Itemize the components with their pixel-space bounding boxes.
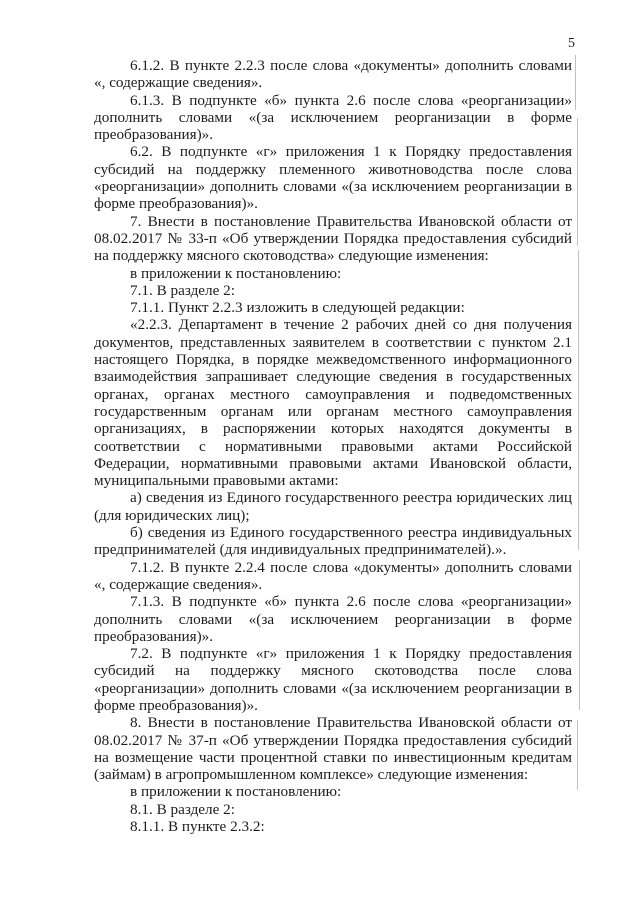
scan-mark — [577, 118, 578, 246]
paragraph-item-a: а) сведения из Единого государственного реестра юридических лиц (для юридических лиц); — [94, 489, 572, 524]
paragraph-8-1-1: 8.1.1. В пункте 2.3.2: — [130, 818, 265, 836]
paragraph-7-2: 7.2. В подпункте «г» приложения 1 к Порядку предоставления субсидий на поддержку мясного скотоводства после слова «реорганизации» дополнить словами «(за исключением реорганизации в форме преобразования)». — [94, 645, 572, 714]
paragraph-7-1-3: 7.1.3. В подпункте «б» пункта 2.6 после слова «реорганизации» дополнить словами «(за исключением реорганизации в форме преобразования)». — [94, 593, 572, 645]
document-body — [94, 57, 572, 835]
scan-mark — [579, 560, 580, 710]
paragraph-6-1-3: 6.1.3. В подпункте «б» пункта 2.6 после слова «реорганизации» дополнить словами «(за исключением реорганизации в форме преобразования)». — [94, 91, 572, 144]
paragraph-8-1: 8.1. В разделе 2: — [130, 800, 235, 818]
paragraph-7-1: 7.1. В разделе 2: — [130, 281, 235, 299]
paragraph-8-annex: в приложении к постановлению: — [130, 783, 342, 801]
page-number: 5 — [568, 36, 575, 51]
scan-mark — [577, 720, 578, 790]
paragraph-7-1-1: 7.1.1. Пункт 2.2.3 изложить в следующей редакции: — [130, 299, 465, 317]
paragraph-8: 8. Внести в постановление Правительства Ивановской области от 08.02.2017 № 37-п «Об утверждении Порядка предоставления субсидий на возмещение части процентной ставки по инвестиционным кредитам (займам) в агропромышленном комплексе» следующие изменения: — [94, 714, 572, 784]
paragraph-7-1-2: 7.1.2. В пункте 2.2.4 после слова «документы» дополнить словами «, содержащие сведения». — [94, 558, 572, 593]
paragraph-6-2: 6.2. В подпункте «г» приложения 1 к Порядку предоставления субсидий на поддержку племенного животноводства после слова «реорганизации» дополнить словами «(за исключением реорганизации в форме преобразования)». — [94, 143, 572, 213]
paragraph-2-2-3-text: «2.2.3. Департамент в течение 2 рабочих дней со дня получения документов, представленных заявителем в соответствии с пунктом 2.1 настоящего Порядка, в порядке межведомственного информационного взаимодействия запрашивает следующие сведения в государственных органах, органах местного самоуправления и подведомственных государственным органам или органам местного самоуправления организациях, в распоряжении которых находятся документы в соответствии с нормативными правовыми актами Российской Федерации, нормативными правовыми актами Ивановской области, муниципальными правовыми актами: — [94, 316, 572, 490]
scan-mark — [578, 250, 579, 550]
paragraph-item-b: б) сведения из Единого государственного реестра индивидуальных предпринимателей (для индивидуальных предпринимателей).». — [94, 524, 572, 559]
paragraph-6-1-2: 6.1.2. В пункте 2.2.3 после слова «документы» дополнить словами «, содержащие сведения». — [94, 57, 572, 92]
paragraph-7-annex: в приложении к постановлению: — [130, 264, 342, 282]
scan-mark — [575, 55, 576, 110]
paragraph-7: 7. Внести в постановление Правительства Ивановской области от 08.02.2017 № 33-п «Об утверждении Порядка предоставления субсидий на поддержку мясного скотоводства» следующие изменения: — [94, 212, 572, 265]
